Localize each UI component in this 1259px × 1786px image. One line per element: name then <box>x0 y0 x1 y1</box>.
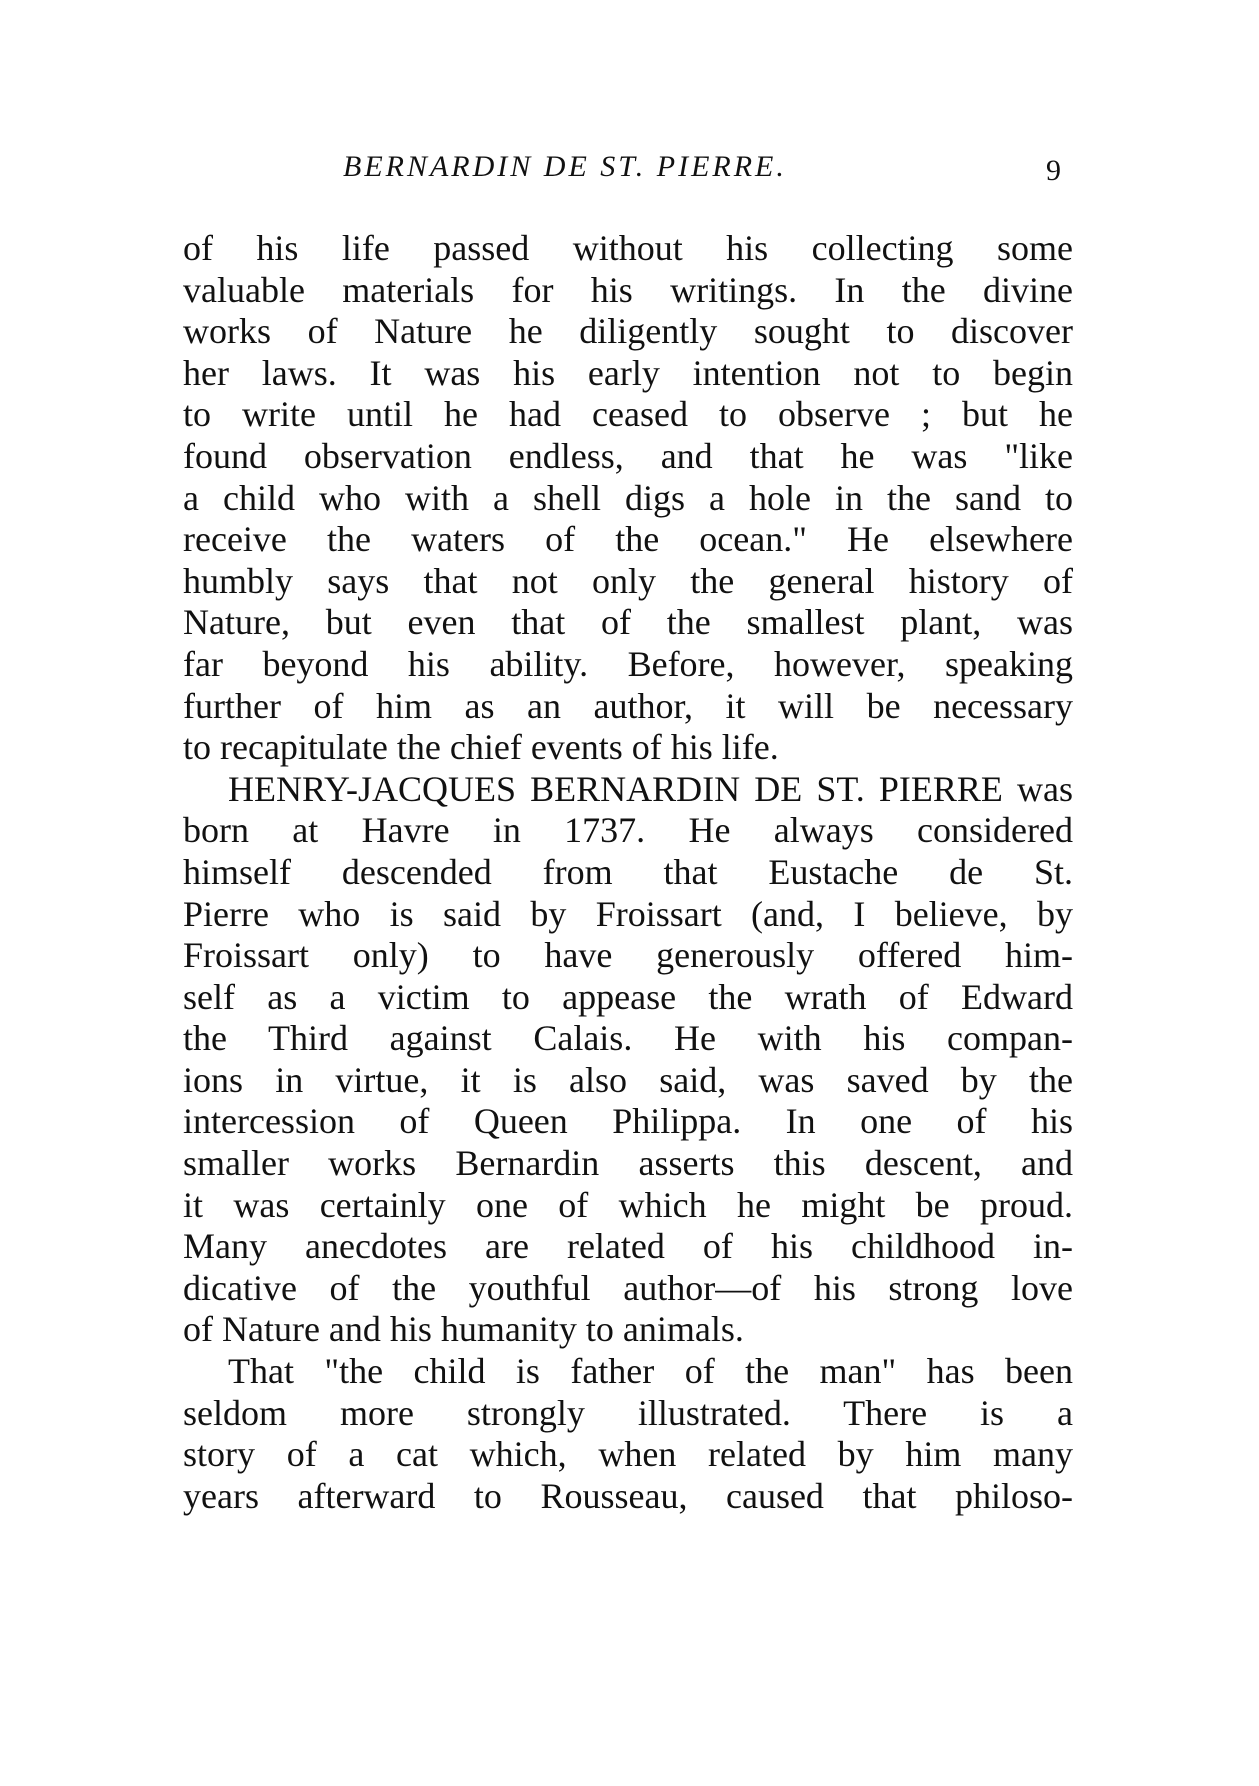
text-line: intercession of Queen Philippa. In one of his <box>183 1101 1073 1142</box>
text-line: born at Havre in 1737. He always considered <box>183 810 1073 851</box>
text-line: found observation endless, and that he was "like <box>183 435 1073 476</box>
text-line: receive the waters of the ocean." He elsewhere <box>183 519 1073 560</box>
text-line: years afterward to Rousseau, caused that philoso- <box>183 1475 1073 1516</box>
text-line: valuable materials for his writings. In the divine <box>183 269 1073 310</box>
text-line: far beyond his ability. Before, however, speaking <box>183 643 1073 684</box>
text-line: works of Nature he diligently sought to discover <box>183 311 1073 352</box>
text-line: Froissart only) to have generously offered him- <box>183 935 1073 976</box>
text-line: of Nature and his humanity to animals. <box>183 1309 744 1350</box>
text-line: the Third against Calais. He with his compan- <box>183 1018 1073 1059</box>
paragraph-start-line: That "the child is father of the man" has been <box>228 1351 1073 1392</box>
text-line: humbly says that not only the general history of <box>183 560 1073 601</box>
text-line: a child who with a shell digs a hole in the sand to <box>183 477 1073 518</box>
text-line: ions in virtue, it is also said, was saved by the <box>183 1059 1073 1100</box>
page-number: 9 <box>1046 154 1061 187</box>
text-line: dicative of the youthful author—of his strong love <box>183 1267 1073 1308</box>
text-line: of his life passed without his collecting some <box>183 228 1073 268</box>
text-line: her laws. It was his early intention not to begin <box>183 352 1073 393</box>
text-line: himself descended from that Eustache de St. <box>183 851 1073 892</box>
text-line: to recapitulate the chief events of his life. <box>183 727 779 768</box>
text-line: seldom more strongly illustrated. There is a <box>183 1392 1073 1433</box>
text-line: Many anecdotes are related of his childhood in- <box>183 1226 1073 1267</box>
text-line: it was certainly one of which he might be proud. <box>183 1184 1073 1225</box>
text-line: Nature, but even that of the smallest plant, was <box>183 602 1073 643</box>
text-line: further of him as an author, it will be necessary <box>183 685 1073 726</box>
text-line: self as a victim to appease the wrath of Edward <box>183 976 1073 1017</box>
running-head <box>183 150 1073 190</box>
text-line: smaller works Bernardin asserts this descent, and <box>183 1143 1073 1184</box>
text-line: Pierre who is said by Froissart (and, I believe, by <box>183 893 1073 934</box>
text-line: story of a cat which, when related by him many <box>183 1434 1073 1475</box>
text-line: to write until he had ceased to observe ; but he <box>183 394 1073 435</box>
paragraph-start-line: HENRY-JACQUES BERNARDIN DE ST. PIERRE was <box>228 768 1073 809</box>
body-text <box>183 228 1073 1517</box>
running-head-title: BERNARDIN DE ST. PIERRE. <box>343 150 787 183</box>
